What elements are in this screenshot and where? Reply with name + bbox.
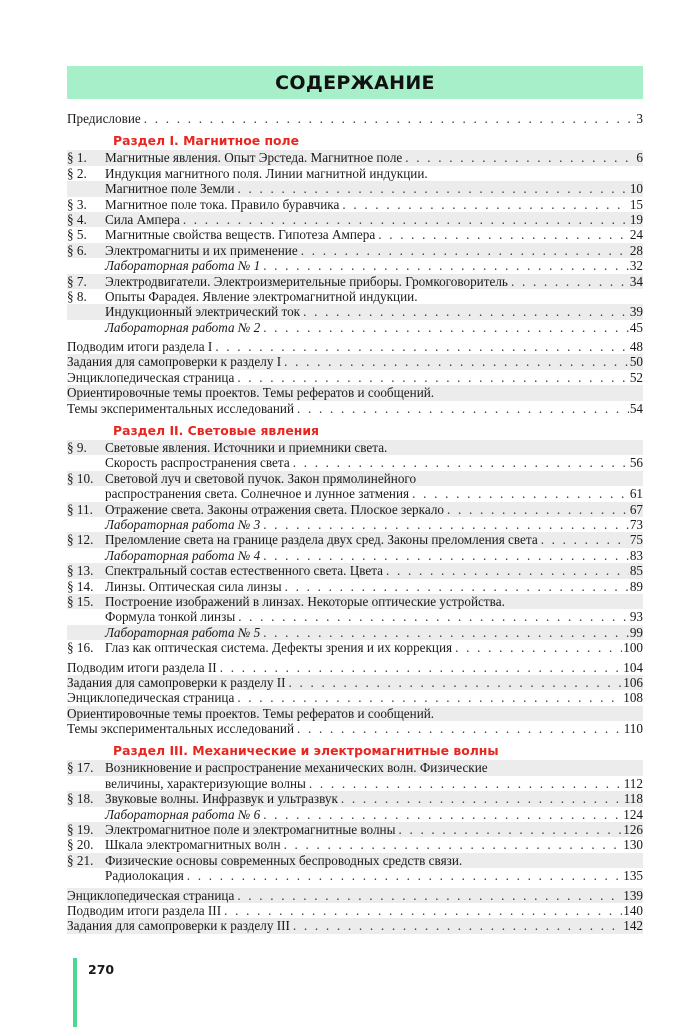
paragraph-number: § 20. (67, 837, 94, 853)
entry-page-number: 45 (629, 319, 643, 335)
entry-title: Возникновение и распространение механических волн. Физические (105, 760, 488, 776)
entry-line (105, 150, 643, 165)
dot-leader (237, 181, 628, 196)
entry-title: Формула тонкой линзы (105, 609, 236, 625)
entry-title: Скорость распространения света (105, 455, 290, 471)
toc-entry (67, 532, 643, 547)
entry-line (105, 807, 643, 822)
entry-title: Лабораторная работа № 2 (105, 319, 261, 335)
page-margin-bar (73, 958, 77, 1027)
dot-leader (303, 304, 629, 319)
entry-line (105, 837, 643, 852)
paragraph-number: § 2. (67, 165, 87, 181)
entry-page-number: 139 (623, 887, 643, 903)
toc-entry-lab (67, 517, 643, 532)
entry-title: Электромагниты и их применение (105, 242, 298, 258)
paragraph-number: § 11. (67, 501, 93, 517)
dot-leader (447, 502, 629, 517)
toc-entry (67, 776, 643, 791)
toc-entry (67, 609, 643, 624)
entry-title: Электромагнитное поле и электромагнитные волны (105, 822, 396, 838)
paragraph-number: § 14. (67, 578, 94, 594)
paragraph-number: § 15. (67, 593, 94, 609)
entry-line (105, 243, 643, 258)
entry-page-number: 126 (623, 822, 643, 838)
entry-page-number: 10 (629, 181, 643, 197)
entry-page-number: 34 (629, 273, 643, 289)
entry-title: Энциклопедическая страница (67, 369, 235, 385)
entry-title: Магнитные явления. Опыт Эрстеда. Магнитное поле (105, 150, 403, 166)
toc-entry (67, 440, 643, 455)
toc-entry (67, 837, 643, 852)
entry-line (105, 274, 643, 289)
entry-page-number: 112 (623, 775, 643, 791)
entry-line (105, 548, 643, 563)
entry-title: Предисловие (67, 111, 141, 126)
entry-line (67, 354, 643, 369)
toc-entry (67, 594, 643, 609)
toc-entry (67, 401, 643, 416)
entry-title: Лабораторная работа № 3 (105, 516, 261, 532)
entry-line (67, 888, 643, 903)
entry-title: Звуковые волны. Инфразвук и ультразвук (105, 791, 338, 807)
paragraph-number: § 10. (67, 470, 94, 486)
entry-title: Глаз как оптическая система. Дефекты зрения и их коррекция (105, 640, 453, 656)
entry-title: распространения света. Солнечное и лунное затмения (105, 486, 410, 502)
toc-entry (67, 721, 643, 736)
paragraph-number: § 13. (67, 563, 94, 579)
toc-entry (67, 486, 643, 501)
entry-title: Лабораторная работа № 5 (105, 624, 261, 640)
entry-line (67, 370, 643, 385)
dot-leader (215, 339, 629, 354)
entry-title: Электродвигатели. Электроизмерительные приборы. Громкоговоритель (105, 273, 508, 289)
entry-title: Задания для самопроверки к разделу II (67, 674, 286, 690)
paragraph-number: § 5. (67, 227, 87, 243)
toc-entry-lab (67, 320, 643, 335)
toc-entry (67, 339, 643, 354)
dot-leader (263, 548, 629, 563)
toc-entry (67, 579, 643, 594)
paragraph-number: § 21. (67, 852, 94, 868)
entry-line (67, 706, 643, 721)
toc-entry (67, 660, 643, 675)
entry-line (67, 339, 643, 354)
entry-page-number: 135 (623, 868, 643, 884)
dot-leader (263, 807, 622, 822)
dot-leader (263, 320, 629, 335)
entry-title: Магнитное поле Земли (105, 181, 235, 197)
entry-title: Построение изображений в линзах. Некоторые оптические устройства. (105, 593, 505, 609)
entry-page-number: 3 (636, 111, 643, 126)
entry-page-number: 28 (629, 242, 643, 258)
table-of-contents (67, 111, 643, 934)
paragraph-number: § 9. (67, 440, 87, 456)
entry-line (67, 903, 643, 918)
entry-title: Индукция магнитного поля. Линии магнитной индукции. (105, 165, 428, 181)
entry-title: Шкала электромагнитных волн (105, 837, 281, 853)
paragraph-number: § 17. (67, 760, 94, 776)
entry-title: Магнитные свойства веществ. Гипотеза Ампера (105, 227, 376, 243)
entry-title: Световые явления. Источники и приемники света. (105, 440, 388, 456)
entry-title: Магнитное поле тока. Правило буравчика (105, 196, 340, 212)
entry-line (105, 563, 643, 578)
section-heading: Раздел II. Световые явления (113, 423, 319, 439)
entry-line (105, 760, 643, 775)
entry-page-number: 104 (623, 659, 643, 675)
paragraph-number: § 18. (67, 791, 94, 807)
entry-line (105, 640, 643, 655)
entry-line (67, 401, 643, 416)
entry-line (105, 625, 643, 640)
dot-leader (293, 455, 629, 470)
toc-entry-lab (67, 258, 643, 273)
dot-leader (263, 258, 629, 273)
dot-leader (309, 776, 623, 791)
entry-line (105, 197, 643, 212)
toc-entry (67, 212, 643, 227)
dot-leader (284, 354, 629, 369)
toc-entry (67, 640, 643, 655)
paragraph-number: § 4. (67, 211, 87, 227)
entry-page-number: 52 (629, 369, 643, 385)
toc-entry (67, 868, 643, 883)
dot-leader (237, 370, 629, 385)
toc-entry (67, 111, 643, 126)
paragraph-number: § 8. (67, 288, 87, 304)
entry-line (67, 690, 643, 705)
entry-line (105, 853, 643, 868)
entry-title: Ориентировочные темы проектов. Темы рефератов и сообщений. (67, 705, 435, 721)
entry-title: Задания для самопроверки к разделу I (67, 354, 282, 370)
entry-line (67, 721, 643, 736)
entry-page-number: 39 (629, 304, 643, 320)
toc-entry (67, 760, 643, 775)
entry-title: Энциклопедическая страница (67, 887, 235, 903)
entry-line (105, 289, 643, 304)
toc-entry (67, 918, 643, 933)
dot-leader (263, 625, 629, 640)
dot-leader (285, 579, 629, 594)
dot-leader (237, 888, 622, 903)
toc-entry (67, 888, 643, 903)
entry-page-number: 118 (623, 791, 643, 807)
entry-title: Подводим итоги раздела III (67, 902, 222, 918)
entry-line (105, 471, 643, 486)
entry-page-number: 32 (629, 258, 643, 274)
toc-entry (67, 150, 643, 165)
toc-entry (67, 370, 643, 385)
entry-line (105, 212, 643, 227)
entry-title: Темы экспериментальных исследований (67, 400, 295, 416)
entry-title: Лабораторная работа № 6 (105, 806, 261, 822)
toc-entry (67, 274, 643, 289)
dot-leader (455, 640, 622, 655)
toc-entry (67, 227, 643, 242)
dot-leader (341, 791, 623, 806)
toc-entry (67, 304, 643, 319)
toc-entry (67, 197, 643, 212)
entry-title: Подводим итоги раздела I (67, 339, 213, 355)
entry-line (105, 181, 643, 196)
entry-title: Световой луч и световой пучок. Закон прямолинейного (105, 470, 417, 486)
entry-title: Лабораторная работа № 4 (105, 547, 261, 563)
entry-title: Ориентировочные темы проектов. Темы рефератов и сообщений. (67, 385, 435, 401)
entry-title: Индукционный электрический ток (105, 304, 301, 320)
dot-leader (405, 150, 635, 165)
entry-line (67, 918, 643, 933)
entry-line (105, 440, 643, 455)
entry-line (105, 532, 643, 547)
entry-title: Лабораторная работа № 1 (105, 258, 261, 274)
entry-page-number: 93 (629, 609, 643, 625)
entry-page-number: 106 (623, 674, 643, 690)
entry-line (105, 486, 643, 501)
entry-line (67, 111, 643, 126)
entry-line (67, 385, 643, 400)
entry-line (67, 675, 643, 690)
entry-page-number: 83 (629, 547, 643, 563)
dot-leader (541, 532, 629, 547)
paragraph-number: § 16. (67, 640, 94, 656)
entry-page-number: 124 (623, 806, 643, 822)
toc-entry (67, 903, 643, 918)
entry-page-number: 61 (629, 486, 643, 502)
dot-leader (220, 660, 623, 675)
entry-title: Задания для самопроверки к разделу III (67, 918, 290, 934)
entry-page-number: 108 (623, 690, 643, 706)
dot-leader (284, 837, 623, 852)
paragraph-number: § 7. (67, 273, 87, 289)
entry-page-number: 15 (629, 196, 643, 212)
entry-title: Преломление света на границе раздела двух сред. Законы преломления света (105, 532, 538, 548)
toc-entry (67, 563, 643, 578)
dot-leader (297, 401, 629, 416)
entry-line (105, 579, 643, 594)
entry-title: Подводим итоги раздела II (67, 659, 217, 675)
dot-leader (237, 690, 622, 705)
dot-leader (187, 868, 622, 883)
toc-entry (67, 822, 643, 837)
page-number: 270 (88, 962, 115, 977)
dot-leader (378, 227, 629, 242)
toc-entry (67, 706, 643, 721)
entry-line (105, 868, 643, 883)
entry-page-number: 50 (629, 354, 643, 370)
dot-leader (412, 486, 629, 501)
paragraph-number: § 3. (67, 196, 87, 212)
paragraph-number: § 12. (67, 532, 94, 548)
dot-leader (342, 197, 628, 212)
entry-line (105, 227, 643, 242)
entry-page-number: 99 (629, 624, 643, 640)
toc-entry (67, 181, 643, 196)
entry-page-number: 140 (623, 902, 643, 918)
entry-page-number: 85 (629, 563, 643, 579)
entry-page-number: 6 (636, 150, 643, 166)
dot-leader (297, 721, 623, 736)
entry-page-number: 48 (629, 339, 643, 355)
paragraph-number: § 6. (67, 242, 87, 258)
entry-line (105, 822, 643, 837)
entry-line (105, 594, 643, 609)
entry-page-number: 110 (623, 721, 643, 737)
dot-leader (301, 243, 629, 258)
dot-leader (144, 111, 636, 126)
entry-title: Линзы. Оптическая сила линзы (105, 578, 282, 594)
entry-title: величины, характеризующие волны (105, 775, 306, 791)
dot-leader (289, 675, 623, 690)
entry-title: Энциклопедическая страница (67, 690, 235, 706)
entry-line (105, 502, 643, 517)
entry-page-number: 130 (623, 837, 643, 853)
toc-entry (67, 455, 643, 470)
section-heading: Раздел III. Механические и электромагнитные волны (113, 743, 499, 759)
toc-entry (67, 385, 643, 400)
entry-line (105, 609, 643, 624)
entry-line (105, 455, 643, 470)
entry-page-number: 24 (629, 227, 643, 243)
entry-page-number: 100 (623, 640, 643, 656)
entry-line (105, 776, 643, 791)
dot-leader (293, 918, 622, 933)
entry-line (105, 304, 643, 319)
toc-entry (67, 791, 643, 806)
entry-title: Темы экспериментальных исследований (67, 721, 295, 737)
entry-page-number: 73 (629, 516, 643, 532)
entry-title: Физические основы современных беспроводных средств связи. (105, 852, 463, 868)
entry-title: Отражение света. Законы отражения света. Плоское зеркало (105, 501, 444, 517)
entry-line (105, 166, 643, 181)
dot-leader (511, 274, 629, 289)
entry-page-number: 142 (623, 918, 643, 934)
entry-line (105, 258, 643, 273)
toc-entry (67, 243, 643, 258)
entry-page-number: 56 (629, 455, 643, 471)
entry-page-number: 19 (629, 211, 643, 227)
dot-leader (263, 517, 629, 532)
entry-page-number: 89 (629, 578, 643, 594)
toc-entry (67, 354, 643, 369)
dot-leader (238, 609, 629, 624)
entry-title: Спектральный состав естественного света. Цвета (105, 563, 384, 579)
entry-line (67, 660, 643, 675)
page-title: СОДЕРЖАНИЕ (275, 71, 435, 94)
title-banner (67, 66, 643, 99)
entry-page-number: 75 (629, 532, 643, 548)
entry-line (105, 517, 643, 532)
toc-entry (67, 289, 643, 304)
section-heading: Раздел I. Магнитное поле (113, 133, 300, 149)
toc-entry (67, 502, 643, 517)
entry-line (105, 320, 643, 335)
entry-title: Опыты Фарадея. Явление электромагнитной индукции. (105, 288, 418, 304)
toc-entry-lab (67, 548, 643, 563)
toc-entry (67, 853, 643, 868)
dot-leader (224, 903, 622, 918)
toc-entry (67, 166, 643, 181)
dot-leader (386, 563, 629, 578)
paragraph-number: § 19. (67, 822, 94, 838)
entry-title: Радиолокация (105, 868, 184, 884)
toc-entry (67, 690, 643, 705)
toc-entry (67, 471, 643, 486)
toc-entry-lab (67, 625, 643, 640)
paragraph-number: § 1. (67, 150, 87, 166)
dot-leader (398, 822, 622, 837)
entry-line (105, 791, 643, 806)
dot-leader (183, 212, 629, 227)
toc-entry (67, 675, 643, 690)
toc-entry-lab (67, 807, 643, 822)
entry-title: Сила Ампера (105, 211, 180, 227)
entry-page-number: 54 (629, 400, 643, 416)
entry-page-number: 67 (629, 501, 643, 517)
